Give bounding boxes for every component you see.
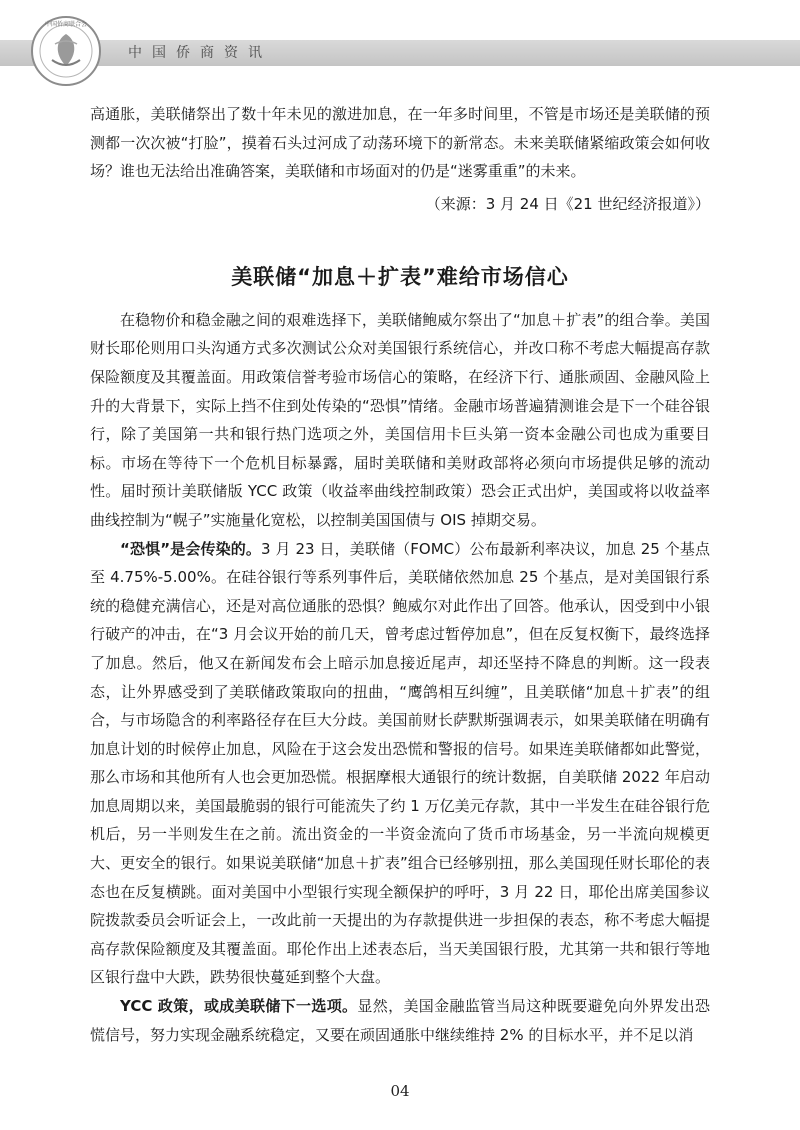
article-title: 美联储“加息＋扩表”难给市场信心: [231, 264, 569, 289]
paragraph-3-body: 显然，美国金融监管当局这种既要避免向外界发出恐慌信号，努力实现金融系统稳定，又要在顽固通胀中继续维持 2% 的目标水平，并不足以消: [90, 997, 710, 1044]
paragraph-2-lead: “恐惧”是会传染的。: [120, 539, 262, 558]
page-content: [90, 100, 710, 1049]
source-citation: （来源：3 月 24 日《21 世纪经济报道》）: [425, 194, 710, 213]
paragraph-2-body: 3 月 23 日，美联储（FOMC）公布最新利率决议，加息 25 个基点至 4.75%-5.00%。在硅谷银行等系列事件后，美联储依然加息 25 个基点，是对美国银行系统的稳健充满信心，还是对高位通胀的恐惧？鲍威尔对此作出了回答。他承认，因受到中小银行破产的冲击，在“3 月会议开始的前几天，曾考虑过暂停加息”，但在反复权衡下，最终选择了加息。然后，他又在新闻发布会上暗示加息接近尾声，却还坚持不降息的判断。这一段表态，让外界感受到了美联储政策取向的扭曲，“鹰鸽相互纠缠”，且美联储“加息＋扩表”的组合，与市场隐含的利率路径存在巨大分歧。美国前财长萨默斯强调表示，如果美联储在明确有加息计划的时候停止加息，风险在于这会发出恐慌和警报的信号。如果连美联储都如此警觉，那么市场和其他所有人也会更加恐慌。根据摩根大通银行的统计数据，自美联储 2022 年启动加息周期以来，美国最脆弱的银行可能流失了约 1 万亿美元存款，其中一半发生在硅谷银行危机后，另一半则发生在之前。流出资金的一半资金流向了货币市场基金，另一半流向规模更大、更安全的银行。如果说美联储“加息＋扩表”组合已经够别扭，那么美国现任财长耶伦的表态也在反复横跳。面对美国中小型银行实现全额保护的呼吁，3 月 22 日，耶伦出席美国参议院拨款委员会听证会上，一改此前一天提出的为存款提供进一步担保的表态，称不考虑大幅提高存款保险额度及其覆盖面。耶伦作出上述表态后，当天美国银行股，尤其第一共和银行等地区银行盘中大跌，跌势很快蔓延到整个大盘。: [90, 539, 710, 987]
article-paragraph-3: [90, 992, 710, 1049]
intro-paragraph: 高通胀，美联储祭出了数十年未见的激进加息，在一年多时间里，不管是市场还是美联储的预测都一次次被“打脸”，摸着石头过河成了动荡环境下的新常态。未来美联储紧缩政策会如何收场？谁也无法给出准确答案，美联储和市场面对的仍是“迷雾重重”的未来。: [90, 105, 710, 181]
article-paragraph-2: [90, 535, 710, 993]
page-number: 04: [390, 1082, 410, 1100]
header-title: 中国侨商资讯: [128, 45, 272, 61]
paragraph-3-lead: YCC 政策，或成美联储下一选项。: [120, 997, 358, 1016]
svg-text:中国侨商联合会: 中国侨商联合会: [44, 21, 88, 28]
org-logo: [22, 14, 110, 88]
article-paragraph-1: 在稳物价和稳金融之间的艰难选择下，美联储鲍威尔祭出了“加息＋扩表”的组合拳。美国财长耶伦则用口头沟通方式多次测试公众对美国银行系统信心，并改口称不考虑大幅提高存款保险额度及其覆盖面。用政策信誉考验市场信心的策略，在经济下行、通胀顽固、金融风险上升的大背景下，实际上挡不住到处传染的“恐惧”情绪。金融市场普遍猜测谁会是下一个硅谷银行，除了美国第一共和银行热门选项之外，美国信用卡巨头第一资本金融公司也成为重要目标。市场在等待下一个危机目标暴露，届时美联储和美财政部将必须向市场提供足够的流动性。届时预计美联储版 YCC 政策（收益率曲线控制政策）恐会正式出炉，美国或将以收益率曲线控制为“幌子”实施量化宽松，以控制美国国债与 OIS 掉期交易。: [90, 310, 710, 529]
header-band: [0, 40, 800, 66]
